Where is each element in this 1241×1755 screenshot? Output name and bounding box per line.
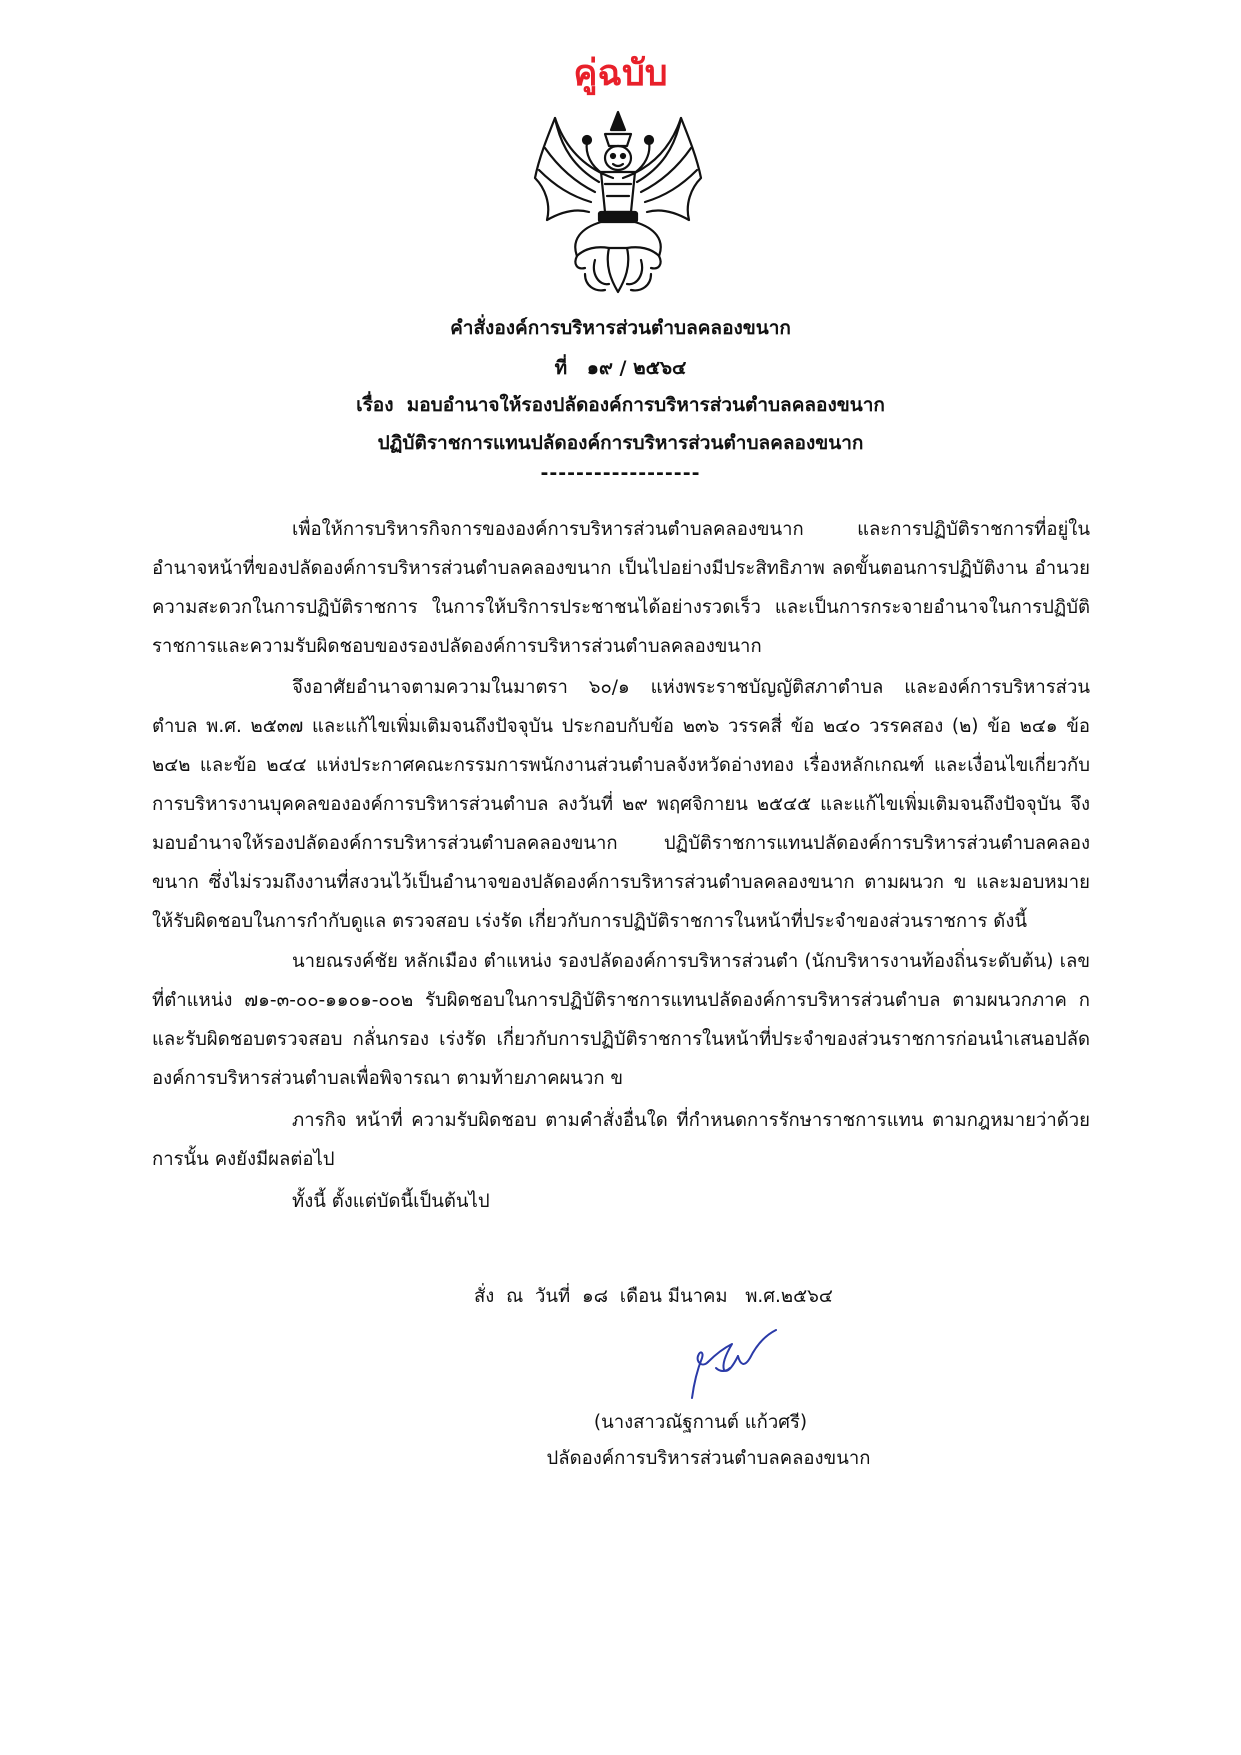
- signature-icon: [672, 1328, 782, 1403]
- order-subject: เรื่อง มอบอำนาจให้รองปลัดองค์การบริหารส่วนตำบลคลองขนาก: [356, 394, 885, 416]
- order-number: ที่ ๑๙ / ๒๕๖๔: [554, 357, 687, 379]
- body-paragraph-3: นายณรงค์ชัย หลักเมือง ตำแหน่ง รองปลัดองค์การบริหารส่วนตำ (นักบริหารงานท้องถิ่นระดับต้น) เลขที่ตำแหน่ง ๗๑-๓-๐๐-๑๑๐๑-๐๐๒ รับผิดชอบในการปฏิบัติราชการแทนปลัดองค์การบริหารส่วนตำบล ตามผนวกภาค ก และรับผิดชอบตรวจสอบ กลั่นกรอง เร่งรัด เกี่ยวกับการปฏิบัติราชการในหน้าที่ประจำของส่วนราชการก่อนนำเสนอปลัดองค์การบริหารส่วนตำบลเพื่อพิจารณา ตามท้ายภาคผนวก ข: [152, 951, 1090, 1089]
- garuda-emblem-icon: [525, 108, 711, 298]
- body-paragraph-4: ภารกิจ หน้าที่ ความรับผิดชอบ ตามคำสั่งอื่นใด ที่กำหนดการรักษาราชการแทน ตามกฎหมายว่าด้วยการนั้น คงยังมีผลต่อไป: [152, 1110, 1090, 1170]
- order-date: สั่ง ณ วันที่ ๑๘ เดือน มีนาคม พ.ศ.๒๕๖๔: [474, 1286, 833, 1307]
- divider-line: ------------------: [540, 462, 701, 484]
- body-paragraph-5: ทั้งนี้ ตั้งแต่บัดนี้เป็นต้นไป: [292, 1191, 490, 1212]
- order-subject-line2: ปฏิบัติราชการแทนปลัดองค์การบริหารส่วนตำบลคลองขนาก: [377, 432, 864, 454]
- body-paragraph-1: เพื่อให้การบริหารกิจการขององค์การบริหารส่วนตำบลคลองขนาก และการปฏิบัติราชการที่อยู่ในอำนาจหน้าที่ของปลัดองค์การบริหารส่วนตำบลคลองขนาก เป็นไปอย่างมีประสิทธิภาพ ลดขั้นตอนการปฏิบัติงาน อำนวยความสะดวกในการปฏิบัติราชการ ในการให้บริการประชาชนได้อย่างรวดเร็ว และเป็นการกระจายอำนาจในการปฏิบัติราชการและความรับผิดชอบของรองปลัดองค์การบริหารส่วนตำบลคลองขนาก: [152, 519, 1090, 657]
- signer-name: (นางสาวณัฐกานต์ แก้วศรี): [593, 1412, 808, 1433]
- signer-title: ปลัดองค์การบริหารส่วนตำบลคลองขนาก: [546, 1448, 871, 1469]
- order-title: คำสั่งองค์การบริหารส่วนตำบลคลองขนาก: [450, 317, 791, 339]
- body-paragraph-2: จึงอาศัยอำนาจตามความในมาตรา ๖๐/๑ แห่งพระราชบัญญัติสภาตำบล และองค์การบริหารส่วนตำบล พ.ศ. ๒๕๓๗ และแก้ไขเพิ่มเติมจนถึงปัจจุบัน ประกอบกับข้อ ๒๓๖ วรรคสี่ ข้อ ๒๔๐ วรรคสอง (๒) ข้อ ๒๔๑ ข้อ ๒๔๒ และข้อ ๒๔๔ แห่งประกาศคณะกรรมการพนักงานส่วนตำบลจังหวัดอ่างทอง เรื่องหลักเกณฑ์ และเงื่อนไขเกี่ยวกับการบริหารงานบุคคลขององค์การบริหารส่วนตำบล ลงวันที่ ๒๙ พฤศจิกายน ๒๕๔๕ และแก้ไขเพิ่มเติมจนถึงปัจจุบัน จึงมอบอำนาจให้รองปลัดองค์การบริหารส่วนตำบลคลองขนาก ปฏิบัติราชการแทนปลัดองค์การบริหารส่วนตำบลคลองขนาก ซึ่งไม่รวมถึงงานที่สงวนไว้เป็นอำนาจของปลัดองค์การบริหารส่วนตำบลคลองขนาก ตามผนวก ข และมอบหมายให้รับผิดชอบในการกำกับดูแล ตรวจสอบ เร่งรัด เกี่ยวกับการปฏิบัติราชการในหน้าที่ประจำของส่วนราชการ ดังนี้: [152, 677, 1090, 932]
- copy-stamp: คู่ฉบับ: [573, 53, 668, 94]
